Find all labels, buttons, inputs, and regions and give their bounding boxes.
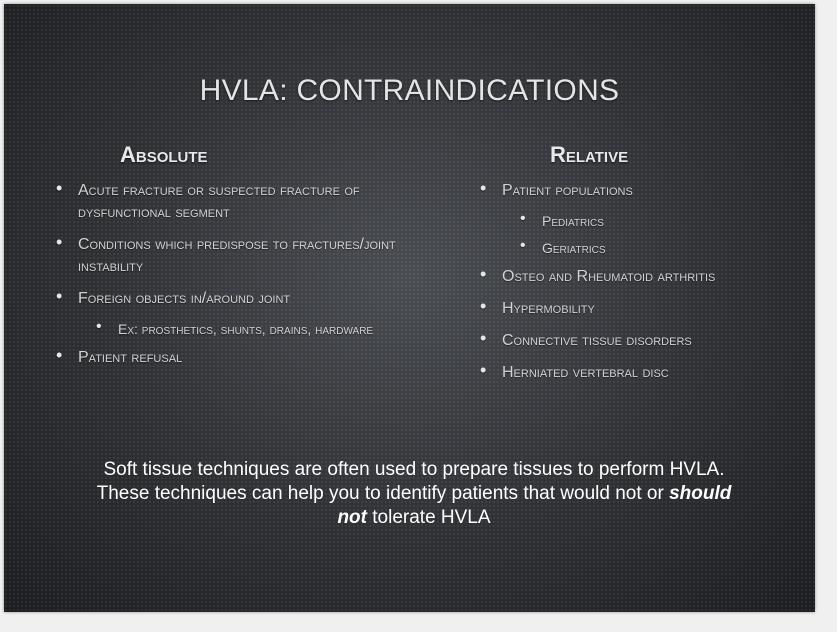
relative-list <box>480 180 800 394</box>
absolute-subitem-examples: • Ex: prosthetics, shunts, drains, hardware <box>96 320 446 339</box>
footer-line-2-end: tolerate HVLA <box>366 507 491 528</box>
relative-subitem-geriatrics: • Geriatrics <box>520 239 800 258</box>
absolute-item-acute-fracture: • Acute fracture or suspected fracture of dysfunctional segment <box>56 180 446 224</box>
absolute-item-predisposing-conditions: • Conditions which predispose to fractures/joint instability <box>56 234 446 278</box>
absolute-item-patient-refusal: • Patient refusal <box>56 347 446 369</box>
footer-emphasis: should not <box>337 483 732 528</box>
footer-line-1: Soft tissue techniques are often used to prepare tissues to perform HVLA. <box>103 459 725 480</box>
relative-item-connective-tissue: • Connective tissue disorders <box>480 330 800 352</box>
relative-item-patient-populations: • Patient populations <box>480 180 800 202</box>
footer-line-2 <box>94 482 734 530</box>
footer-line-2-start: These techniques can help you to identify patients that would not or <box>96 483 670 504</box>
absolute-item-foreign-objects: • Foreign objects in/around joint <box>56 288 446 310</box>
absolute-list <box>56 180 446 379</box>
absolute-heading: Absolute <box>120 142 208 167</box>
relative-item-herniated-disc: • Herniated vertebral disc <box>480 362 800 384</box>
relative-subitem-pediatrics: • Pediatrics <box>520 212 800 231</box>
slide <box>4 4 815 612</box>
footer-note <box>94 458 734 530</box>
relative-item-arthritis: • Osteo and Rheumatoid arthritis <box>480 266 800 288</box>
relative-item-hypermobility: • Hypermobility <box>480 298 800 320</box>
relative-heading: Relative <box>550 142 629 167</box>
slide-title: HVLA: CONTRAINDICATIONS <box>199 74 620 107</box>
